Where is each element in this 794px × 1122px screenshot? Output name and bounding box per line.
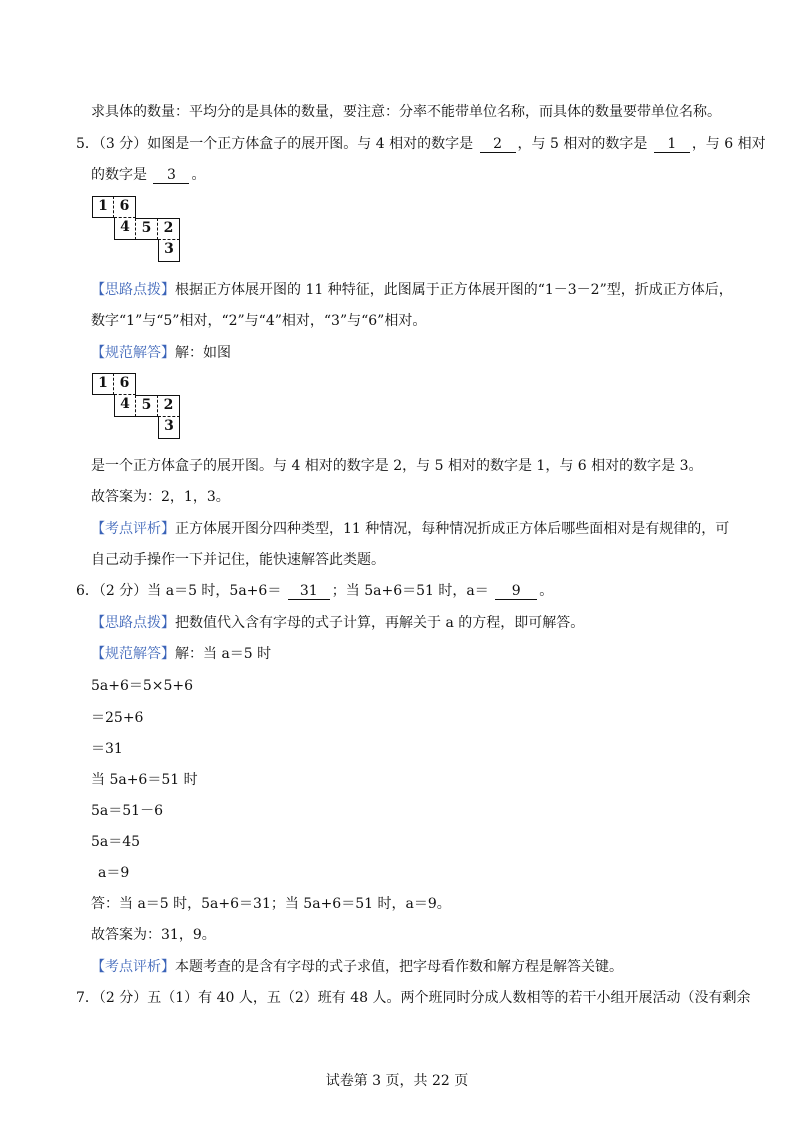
question-text: （2 分）当 a＝5 时，5a+6＝ (98, 583, 282, 599)
section-tag: 【规范解答】 (91, 345, 175, 361)
question-6 (76, 581, 553, 601)
analysis-text-line: 自己动手操作一下并记住，能快速解答此类题。 (91, 552, 385, 568)
solution-answer: 答：当 a＝5 时，5a+6＝31；当 5a+6＝51 时，a＝9。 (91, 896, 451, 912)
solution-text: 解：当 a＝5 时 (175, 646, 272, 662)
hint-text: 根据正方体展开图的 11 种特征，此图属于正方体展开图的“1－3－2”型，折成正方体后， (175, 282, 733, 298)
page-footer: 试卷第 3 页，共 22 页 (325, 1073, 469, 1089)
analysis-section (91, 957, 623, 977)
answer-blank: 2 (480, 136, 516, 153)
solution-step: a＝9 (98, 865, 130, 881)
solution-step: 5a＝45 (91, 834, 141, 850)
question-text: ，与 6 相对 (691, 136, 766, 152)
question-7 (76, 988, 751, 1008)
net-cell: 5 (136, 218, 158, 240)
net-cell: 2 (158, 218, 180, 240)
solution-step: 5a+6＝5×5+6 (91, 678, 194, 694)
section-tag: 【考点评析】 (91, 959, 175, 975)
net-cell: 5 (136, 395, 158, 417)
question-5-cont (91, 165, 205, 185)
cube-net-figure (92, 196, 188, 266)
cube-net-figure (92, 373, 188, 443)
section-tag: 【规范解答】 (91, 646, 175, 662)
solution-step: ＝25+6 (91, 710, 144, 726)
question-text: （2 分）五（1）有 40 人，五（2）班有 48 人。两个班同时分成人数相等的若干小组开展活动（没有剩余 (98, 990, 751, 1006)
question-number: 7． (76, 990, 99, 1006)
section-tag: 【思路点拨】 (91, 615, 175, 631)
hint-section (91, 613, 584, 633)
answer-line: 故答案为：2，1，3。 (91, 489, 230, 505)
net-cell: 4 (114, 395, 136, 417)
net-cell: 6 (114, 196, 136, 218)
question-5 (76, 134, 766, 154)
section-tag: 【思路点拨】 (91, 282, 175, 298)
question-number: 6． (76, 583, 99, 599)
net-cell: 1 (92, 196, 114, 218)
intro-line: 求具体的数量：平均分的是具体的数量，要注意：分率不能带单位名称，而具体的数量要带单位名称。 (91, 104, 721, 120)
section-tag: 【考点评析】 (91, 521, 175, 537)
answer-blank: 9 (495, 583, 537, 600)
answer-blank: 3 (153, 167, 189, 184)
hint-section (91, 280, 733, 300)
analysis-section (91, 519, 729, 539)
question-text: 。 (539, 583, 554, 599)
question-text: ，与 5 相对的数字是 (517, 136, 648, 152)
net-cell: 3 (158, 417, 180, 439)
solution-text-line: 是一个正方体盒子的展开图。与 4 相对的数字是 2，与 5 相对的数字是 1，与 6 相对的数字是 3。 (91, 458, 703, 474)
question-text: 的数字是 (91, 167, 147, 183)
hint-text: 把数值代入含有字母的式子计算，再解关于 a 的方程，即可解答。 (175, 615, 585, 631)
net-cell: 2 (158, 395, 180, 417)
answer-blank: 31 (288, 583, 330, 600)
analysis-text: 正方体展开图分四种类型，11 种情况，每种情况折成正方体后哪些面相对是有规律的，可 (175, 521, 730, 537)
solution-step: ＝31 (91, 741, 123, 757)
hint-text-line: 数字“1”与“5”相对，“2”与“4”相对，“3”与“6”相对。 (91, 313, 427, 329)
question-number: 5． (76, 136, 99, 152)
solution-step: 5a＝51－6 (91, 803, 163, 819)
question-text: （3 分）如图是一个正方体盒子的展开图。与 4 相对的数字是 (98, 136, 474, 152)
analysis-text: 本题考查的是含有字母的式子求值，把字母看作数和解方程是解答关键。 (175, 959, 623, 975)
solution-section (91, 343, 231, 363)
answer-blank: 1 (654, 136, 690, 153)
question-text: 。 (191, 167, 206, 183)
solution-text: 解：如图 (175, 345, 231, 361)
solution-section (91, 644, 271, 664)
net-cell: 4 (114, 218, 136, 240)
net-cell: 3 (158, 240, 180, 262)
net-cell: 1 (92, 373, 114, 395)
question-text: ；当 5a+6＝51 时，a＝ (331, 583, 489, 599)
solution-step: 当 5a+6＝51 时 (91, 772, 198, 788)
answer-line: 故答案为：31，9。 (91, 927, 216, 943)
net-cell: 6 (114, 373, 136, 395)
